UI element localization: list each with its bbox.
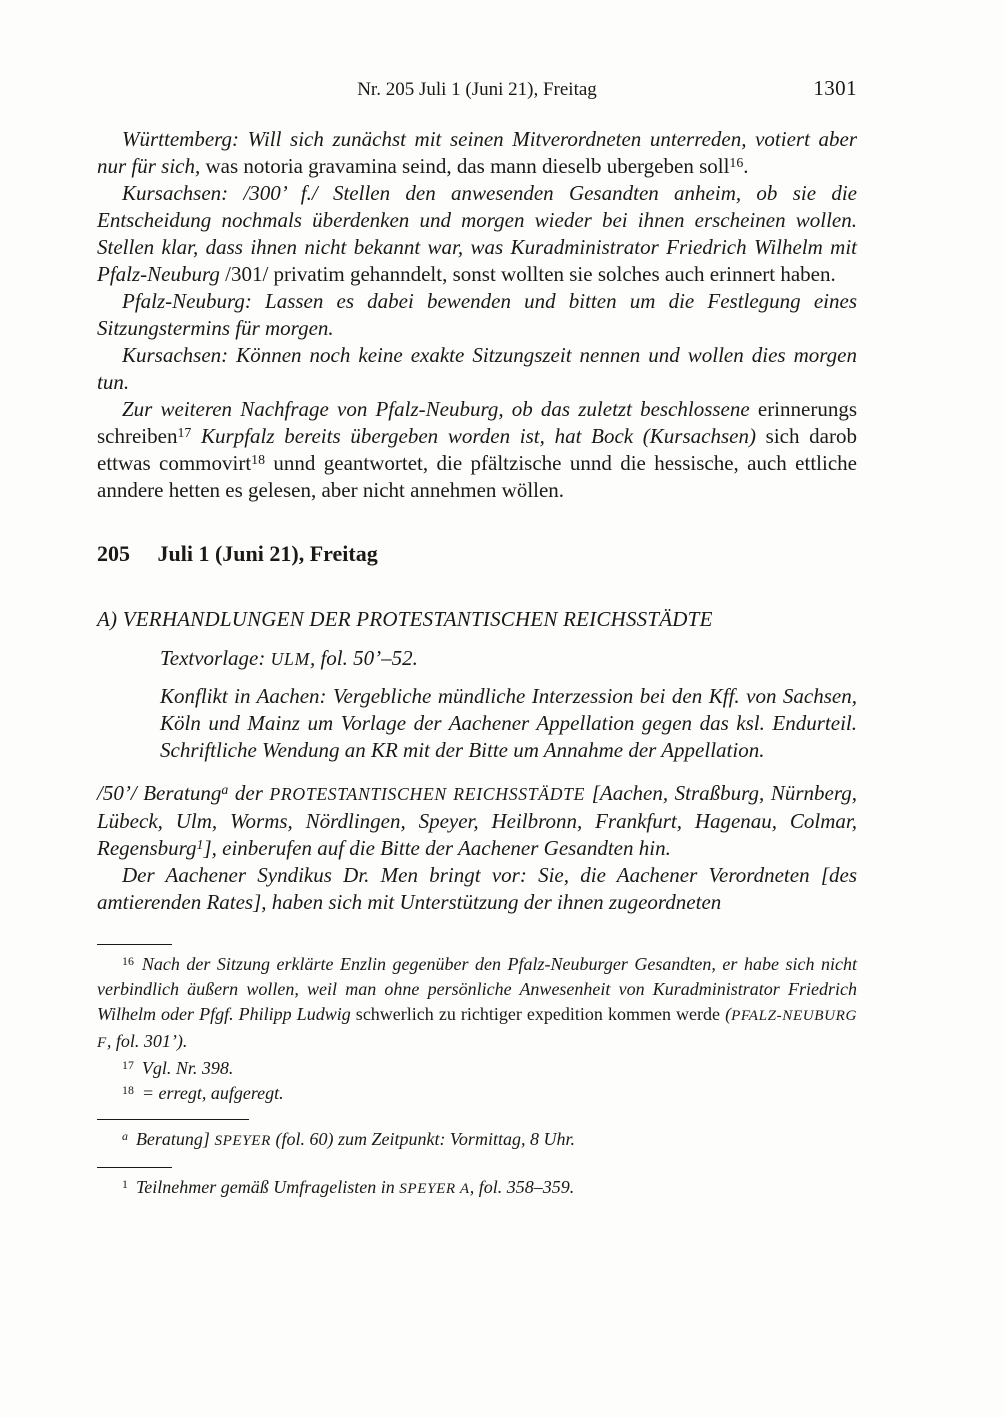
footnote-group-apparatus <box>97 1167 857 1202</box>
footnote-16-text: Nach der Sitzung erklärte Enzlin gegenüber den Pfalz-Neuburger Gesandten, er habe sich nicht verbindlich äußern wollen, weil man ohne persönliche Anwesenheit von Kuradministrator Friedrich Wilhelm oder Pfgf. Philipp Ludwig schwerlich zu richtiger expedition kommen werde (PFALZ-NEUBURG F, fol. 301’). <box>97 954 858 1051</box>
footnote-1-marker: 1 <box>122 1176 128 1191</box>
paragraph-kursachsen-2: Kursachsen: Können noch keine exakte Sitzungszeit nennen und wollen dies morgen tun. <box>97 343 857 394</box>
footnote-group-numeric <box>97 944 857 1106</box>
footnote-a-marker: a <box>122 1128 128 1143</box>
entry-number: 205 <box>97 541 130 566</box>
footnote-17-marker: 17 <box>122 1057 134 1072</box>
variant-separator-rule <box>97 1119 249 1120</box>
footnotes-area <box>97 944 857 1202</box>
paragraph-wuerttemberg: Württemberg: Will sich zunächst mit seinen Mitverordneten unterreden, votiert aber nur für sich, was notoria gravamina seind, das mann dieselb ubergeben soll$^{16}$. <box>97 127 857 178</box>
footnote-17-text: Vgl. Nr. 398. <box>141 1058 234 1078</box>
footnote-16-marker: 16 <box>122 953 134 968</box>
page-number: 1301 <box>813 76 857 100</box>
regest-summary: Konflikt in Aachen: Vergebliche mündliche Interzession bei den Kff. von Sachsen, Köln und Mainz um Vorlage der Aachener Appellation gegen das ksl. Endurteil. Schriftliche Wendung an KR mit der Bitte um Annahme der Appellation. <box>160 684 857 762</box>
footnote-18-marker: 18 <box>122 1082 134 1097</box>
footnote-16 <box>97 952 857 1056</box>
footnote-a <box>97 1127 857 1154</box>
paragraph-kursachsen-1: Kursachsen: /300’ f./ Stellen den anwesenden Gesandten anheim, ob sie die Entscheidung nochmals überdenken und morgen wieder bei ihnen erscheinen wollen. Stellen klar, dass ihnen nicht bekannt war, was Kuradministrator Friedrich Wilhelm mit Pfalz-Neuburg /301/ privatim gehanndelt, sonst wollten sie solches auch erinnert haben. <box>97 181 857 286</box>
paragraph-beratung: /50’/ Beratung$^a$ der PROTESTANTISCHEN REICHSSTÄDTE [Aachen, Straßburg, Nürnberg, Lübeck, Ulm, Worms, Nördlingen, Speyer, Heilbronn, Frankfurt, Hagenau, Colmar, Regensburg$^1$], einberufen auf die Bitte der Aachener Gesandten hin. <box>97 781 857 860</box>
entry-title: Juli 1 (Juni 21), Freitag <box>157 541 378 566</box>
footnote-1-text: Teilnehmer gemäß Umfragelisten in SPEYER A, fol. 358–359. <box>135 1177 575 1197</box>
apparatus-separator-rule <box>97 1167 172 1168</box>
paragraph-nachfrage: Zur weiteren Nachfrage von Pfalz-Neuburg, ob das zuletzt beschlossene erinnerungs schreiben$^{17}$ Kurpfalz bereits übergeben worden ist, hat Bock (Kursachsen) sich darob ettwas commovirt$^{18}$ unnd geantwortet, die pfältzische unnd die hessische, auch ettliche anndere hetten es gelesen, aber nicht annehmen wöllen. <box>97 397 858 502</box>
footnote-separator-rule <box>97 944 172 945</box>
footnote-a-text: Beratung] SPEYER (fol. 60) zum Zeitpunkt: Vormittag, 8 Uhr. <box>135 1129 575 1149</box>
footnote-18-text: = erregt, aufgeregt. <box>141 1083 284 1103</box>
footnote-1 <box>97 1175 857 1202</box>
text-block <box>97 78 857 1202</box>
section-a-heading: A) VERHANDLUNGEN DER PROTESTANTISCHEN REICHSSTÄDTE <box>97 607 713 631</box>
footnote-17 <box>97 1056 857 1081</box>
source-line: Textvorlage: ULM, fol. 50’–52. <box>160 646 418 670</box>
running-header-title: Nr. 205 Juli 1 (Juni 21), Freitag <box>357 79 597 100</box>
entry-heading <box>97 540 857 568</box>
running-header <box>97 78 857 102</box>
footnote-group-variants <box>97 1119 857 1154</box>
paragraph-pfalz-neuburg: Pfalz-Neuburg: Lassen es dabei bewenden und bitten um die Festlegung eines Sitzungstermins für morgen. <box>97 289 857 340</box>
footnote-18 <box>97 1081 857 1106</box>
paragraph-syndikus: Der Aachener Syndikus Dr. Men bringt vor: Sie, die Aachener Verordneten [des amtierenden Rates], haben sich mit Unterstützung der ihnen zugeordneten <box>97 863 857 914</box>
